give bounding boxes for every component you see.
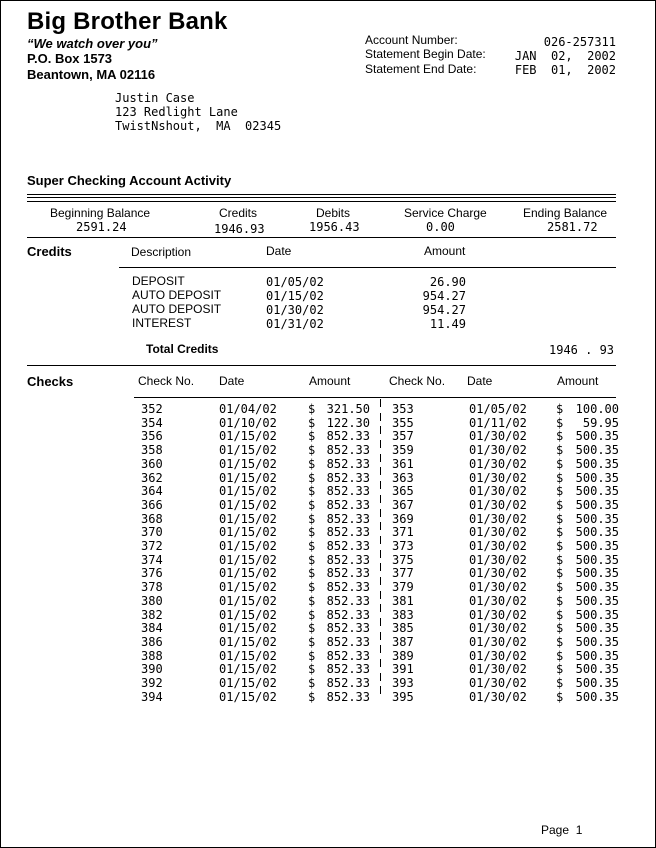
check-amount: 852.33: [326, 634, 370, 649]
check-amount: 852.33: [326, 689, 370, 704]
credit-description: AUTO DEPOSIT: [132, 302, 222, 316]
check-amount: 500.35: [575, 634, 619, 649]
check-date: 01/15/02: [219, 607, 277, 622]
check-amount: 852.33: [326, 607, 370, 622]
check-amount: 500.35: [575, 470, 619, 485]
check-amount: 500.35: [575, 566, 619, 581]
credit-description: INTEREST: [132, 316, 192, 330]
check-amount: 500.35: [575, 580, 619, 595]
checks-amount-column-right: [563, 403, 619, 704]
separator-dash: [380, 509, 381, 517]
summary-header-credits: Credits: [219, 206, 258, 220]
check-number: 357: [392, 429, 414, 444]
currency-symbol: $: [308, 443, 316, 458]
checks-rule-top: [27, 365, 616, 366]
currency-symbol: $: [556, 689, 564, 704]
check-date: 01/30/02: [469, 552, 527, 567]
check-date: 01/15/02: [219, 593, 277, 608]
check-number: 395: [392, 689, 414, 704]
check-amount: 500.35: [575, 676, 619, 691]
check-date: 01/15/02: [219, 676, 277, 691]
check-number: 377: [392, 566, 414, 581]
credits-header-rule: [119, 267, 616, 268]
check-date: 01/15/02: [219, 525, 277, 540]
checks-label: Checks: [27, 374, 74, 389]
currency-symbol: $: [308, 511, 316, 526]
begin-date: JAN 02, 2002: [514, 49, 616, 63]
check-date: 01/30/02: [469, 443, 527, 458]
check-date: 01/15/02: [219, 689, 277, 704]
check-number: 370: [141, 525, 163, 540]
check-amount: 852.33: [326, 539, 370, 554]
currency-symbol: $: [308, 689, 316, 704]
check-date: 01/30/02: [469, 525, 527, 540]
summary-service-charge: 0.00: [426, 220, 455, 234]
currency-symbol: $: [308, 525, 316, 540]
separator-dash: [380, 673, 381, 681]
checks-header-date-1: Date: [219, 374, 245, 388]
credit-date: 01/15/02: [266, 289, 324, 303]
customer-name: Justin Case: [115, 91, 195, 105]
currency-symbol: $: [556, 402, 564, 416]
summary-header-beginning: Beginning Balance: [50, 206, 151, 220]
check-date: 01/15/02: [219, 484, 277, 499]
check-number: 369: [392, 511, 414, 526]
check-number: 376: [141, 566, 163, 581]
currency-symbol: $: [556, 634, 564, 649]
currency-symbol: $: [556, 525, 564, 540]
currency-symbol: $: [308, 456, 316, 471]
checks-number-column-right: [392, 403, 414, 704]
currency-symbol: $: [308, 497, 316, 512]
separator-dash: [380, 426, 381, 434]
check-number: 361: [392, 456, 414, 471]
summary-header-ending: Ending Balance: [523, 206, 608, 220]
separator-dash: [380, 577, 381, 585]
credit-date: 01/30/02: [266, 303, 324, 317]
separator-dash: [380, 686, 381, 694]
check-amount: 59.95: [582, 415, 619, 430]
currency-symbol: $: [556, 539, 564, 554]
check-number: 382: [141, 607, 163, 622]
check-number: 359: [392, 443, 414, 458]
credits-header-description: Description: [131, 245, 192, 259]
check-date: 01/30/02: [469, 429, 527, 444]
check-amount: 852.33: [326, 456, 370, 471]
check-number: 352: [141, 402, 163, 416]
credits-header-amount: Amount: [424, 244, 466, 258]
check-number: 362: [141, 470, 163, 485]
credit-date: 01/05/02: [266, 275, 324, 289]
checks-amount-column-left: [314, 403, 370, 704]
check-number: 384: [141, 621, 163, 636]
check-amount: 500.35: [575, 539, 619, 554]
credit-date: 01/31/02: [266, 317, 324, 331]
separator-dash: [380, 454, 381, 462]
check-number: 354: [141, 415, 163, 430]
currency-symbol: $: [308, 415, 316, 430]
currency-symbol: $: [556, 497, 564, 512]
summary-rule-top-2: [27, 197, 616, 198]
check-amount: 500.35: [575, 484, 619, 499]
check-amount: 100.00: [575, 402, 619, 416]
currency-symbol: $: [308, 539, 316, 554]
check-number: 385: [392, 621, 414, 636]
check-amount: 852.33: [326, 484, 370, 499]
check-amount: 500.35: [575, 552, 619, 567]
check-amount: 852.33: [326, 552, 370, 567]
check-number: 392: [141, 676, 163, 691]
check-date: 01/15/02: [219, 497, 277, 512]
check-date: 01/15/02: [219, 470, 277, 485]
separator-dash: [380, 399, 381, 407]
credits-label: Credits: [27, 244, 72, 259]
check-number: 374: [141, 552, 163, 567]
checks-column-separator: [379, 399, 383, 700]
check-date: 01/10/02: [219, 415, 277, 430]
checks-date-column-left: [219, 403, 277, 704]
check-number: 356: [141, 429, 163, 444]
check-number: 363: [392, 470, 414, 485]
check-date: 01/15/02: [219, 511, 277, 526]
credits-header-date: Date: [266, 244, 292, 258]
total-credits-value: 1946 . 93: [549, 343, 615, 357]
currency-symbol: $: [556, 443, 564, 458]
currency-symbol: $: [556, 415, 564, 430]
check-number: 383: [392, 607, 414, 622]
currency-symbol: $: [556, 484, 564, 499]
check-number: 358: [141, 443, 163, 458]
account-number-label: Account Number:: [365, 33, 458, 47]
section-title: Super Checking Account Activity: [27, 173, 232, 188]
summary-ending-balance: 2581.72: [547, 220, 598, 234]
check-number: 353: [392, 402, 414, 416]
check-amount: 500.35: [575, 607, 619, 622]
check-number: 379: [392, 580, 414, 595]
check-date: 01/15/02: [219, 539, 277, 554]
check-amount: 852.33: [326, 429, 370, 444]
check-number: 380: [141, 593, 163, 608]
check-number: 372: [141, 539, 163, 554]
currency-symbol: $: [308, 484, 316, 499]
currency-symbol: $: [556, 648, 564, 663]
credit-amount: 11.49: [429, 317, 466, 331]
currency-symbol: $: [308, 429, 316, 444]
currency-symbol: $: [308, 607, 316, 622]
currency-symbol: $: [556, 607, 564, 622]
check-amount: 500.35: [575, 689, 619, 704]
summary-rule-top-3: [27, 201, 616, 202]
check-number: 375: [392, 552, 414, 567]
page-number: Page 1: [541, 823, 583, 837]
separator-dash: [380, 645, 381, 653]
currency-symbol: $: [556, 566, 564, 581]
check-amount: 852.33: [326, 580, 370, 595]
end-date: FEB 01, 2002: [514, 63, 616, 77]
credit-amount: 954.27: [422, 303, 466, 317]
check-date: 01/15/02: [219, 456, 277, 471]
summary-debits: 1956.43: [309, 220, 360, 234]
separator-dash: [380, 481, 381, 489]
check-date: 01/04/02: [219, 402, 277, 416]
check-date: 01/30/02: [469, 634, 527, 649]
check-date: 01/30/02: [469, 648, 527, 663]
check-amount: 500.35: [575, 443, 619, 458]
check-date: 01/15/02: [219, 662, 277, 677]
check-date: 01/30/02: [469, 484, 527, 499]
check-number: 387: [392, 634, 414, 649]
check-date: 01/15/02: [219, 621, 277, 636]
customer-street: 123 Redlight Lane: [115, 105, 238, 119]
total-credits-label: Total Credits: [146, 342, 219, 356]
currency-symbol: $: [308, 402, 316, 416]
check-number: 390: [141, 662, 163, 677]
currency-symbol: $: [556, 511, 564, 526]
check-date: 01/15/02: [219, 552, 277, 567]
bank-address-line1: P.O. Box 1573: [27, 51, 113, 66]
check-date: 01/30/02: [469, 511, 527, 526]
check-amount: 852.33: [326, 511, 370, 526]
credit-amount: 26.90: [429, 275, 466, 289]
checks-number-column-left: [141, 403, 163, 704]
separator-dash: [380, 413, 381, 421]
check-date: 01/30/02: [469, 539, 527, 554]
currency-symbol: $: [556, 580, 564, 595]
check-date: 01/30/02: [469, 662, 527, 677]
credit-description: DEPOSIT: [132, 274, 185, 288]
check-number: 386: [141, 634, 163, 649]
check-number: 373: [392, 539, 414, 554]
check-number: 389: [392, 648, 414, 663]
separator-dash: [380, 495, 381, 503]
check-amount: 852.33: [326, 662, 370, 677]
check-amount: 500.35: [575, 593, 619, 608]
separator-dash: [380, 522, 381, 530]
separator-dash: [380, 536, 381, 544]
checks-header-amount-1: Amount: [309, 374, 351, 388]
check-date: 01/05/02: [469, 402, 527, 416]
check-number: 394: [141, 689, 163, 704]
separator-dash: [380, 550, 381, 558]
separator-dash: [380, 618, 381, 626]
separator-dash: [380, 440, 381, 448]
check-date: 01/15/02: [219, 648, 277, 663]
currency-symbol: $: [308, 676, 316, 691]
currency-symbol: $: [556, 470, 564, 485]
check-amount: 500.35: [575, 497, 619, 512]
checks-header-rule: [134, 397, 616, 398]
currency-symbol: $: [308, 593, 316, 608]
check-amount: 852.33: [326, 443, 370, 458]
separator-dash: [380, 467, 381, 475]
credit-description: AUTO DEPOSIT: [132, 288, 222, 302]
currency-symbol: $: [556, 456, 564, 471]
checks-header-amount-2: Amount: [557, 374, 599, 388]
check-amount: 852.33: [326, 621, 370, 636]
check-amount: 852.33: [326, 566, 370, 581]
currency-symbol: $: [556, 593, 564, 608]
check-number: 388: [141, 648, 163, 663]
check-amount: 500.35: [575, 429, 619, 444]
check-number: 378: [141, 580, 163, 595]
check-number: 367: [392, 497, 414, 512]
summary-credits: 1946.93: [214, 222, 265, 236]
check-amount: 500.35: [575, 621, 619, 636]
currency-symbol: $: [308, 621, 316, 636]
separator-dash: [380, 604, 381, 612]
check-number: 360: [141, 456, 163, 471]
separator-dash: [380, 591, 381, 599]
check-amount: 321.50: [326, 402, 370, 416]
check-date: 01/30/02: [469, 470, 527, 485]
separator-dash: [380, 563, 381, 571]
check-date: 01/15/02: [219, 566, 277, 581]
check-number: 368: [141, 511, 163, 526]
check-amount: 852.33: [326, 497, 370, 512]
check-date: 01/30/02: [469, 689, 527, 704]
check-number: 393: [392, 676, 414, 691]
currency-symbol: $: [308, 648, 316, 663]
credit-amount: 954.27: [422, 289, 466, 303]
currency-symbol: $: [308, 634, 316, 649]
check-date: 01/11/02: [469, 415, 527, 430]
check-date: 01/15/02: [219, 429, 277, 444]
check-date: 01/30/02: [469, 497, 527, 512]
check-amount: 852.33: [326, 593, 370, 608]
check-date: 01/30/02: [469, 580, 527, 595]
begin-date-label: Statement Begin Date:: [365, 47, 486, 61]
currency-symbol: $: [556, 429, 564, 444]
check-number: 366: [141, 497, 163, 512]
check-date: 01/15/02: [219, 580, 277, 595]
check-amount: 852.33: [326, 676, 370, 691]
checks-header-number-1: Check No.: [138, 374, 195, 388]
check-number: 364: [141, 484, 163, 499]
checks-header-number-2: Check No.: [389, 374, 446, 388]
currency-symbol: $: [556, 676, 564, 691]
check-amount: 500.35: [575, 648, 619, 663]
separator-dash: [380, 632, 381, 640]
check-amount: 852.33: [326, 648, 370, 663]
check-amount: 500.35: [575, 525, 619, 540]
check-number: 355: [392, 415, 414, 430]
summary-header-debits: Debits: [316, 206, 351, 220]
currency-symbol: $: [308, 470, 316, 485]
bank-slogan: “We watch over you”: [27, 36, 158, 51]
check-date: 01/30/02: [469, 676, 527, 691]
currency-symbol: $: [308, 662, 316, 677]
currency-symbol: $: [556, 552, 564, 567]
check-amount: 122.30: [326, 415, 370, 430]
summary-rule-bottom: [27, 237, 616, 238]
check-amount: 852.33: [326, 525, 370, 540]
check-number: 371: [392, 525, 414, 540]
check-amount: 852.33: [326, 470, 370, 485]
currency-symbol: $: [556, 662, 564, 677]
bank-name: Big Brother Bank: [27, 8, 228, 35]
separator-dash: [380, 659, 381, 667]
account-number: 026-257311: [543, 35, 616, 49]
check-amount: 500.35: [575, 511, 619, 526]
currency-symbol: $: [308, 580, 316, 595]
check-date: 01/15/02: [219, 443, 277, 458]
checks-header-date-2: Date: [467, 374, 493, 388]
check-amount: 500.35: [575, 456, 619, 471]
check-date: 01/30/02: [469, 621, 527, 636]
check-date: 01/30/02: [469, 607, 527, 622]
check-number: 365: [392, 484, 414, 499]
summary-rule-top: [27, 194, 616, 195]
check-date: 01/15/02: [219, 634, 277, 649]
bank-address-line2: Beantown, MA 02116: [27, 67, 156, 82]
check-amount: 500.35: [575, 662, 619, 677]
currency-symbol: $: [308, 566, 316, 581]
check-number: 381: [392, 593, 414, 608]
check-date: 01/30/02: [469, 593, 527, 608]
summary-beginning-balance: 2591.24: [76, 220, 127, 234]
currency-symbol: $: [308, 552, 316, 567]
checks-date-column-right: [469, 403, 527, 704]
currency-symbol: $: [556, 621, 564, 636]
customer-city: TwistNshout, MA 02345: [115, 119, 282, 133]
summary-header-service: Service Charge: [404, 206, 487, 220]
check-number: 391: [392, 662, 414, 677]
check-date: 01/30/02: [469, 456, 527, 471]
end-date-label: Statement End Date:: [365, 62, 477, 76]
check-date: 01/30/02: [469, 566, 527, 581]
